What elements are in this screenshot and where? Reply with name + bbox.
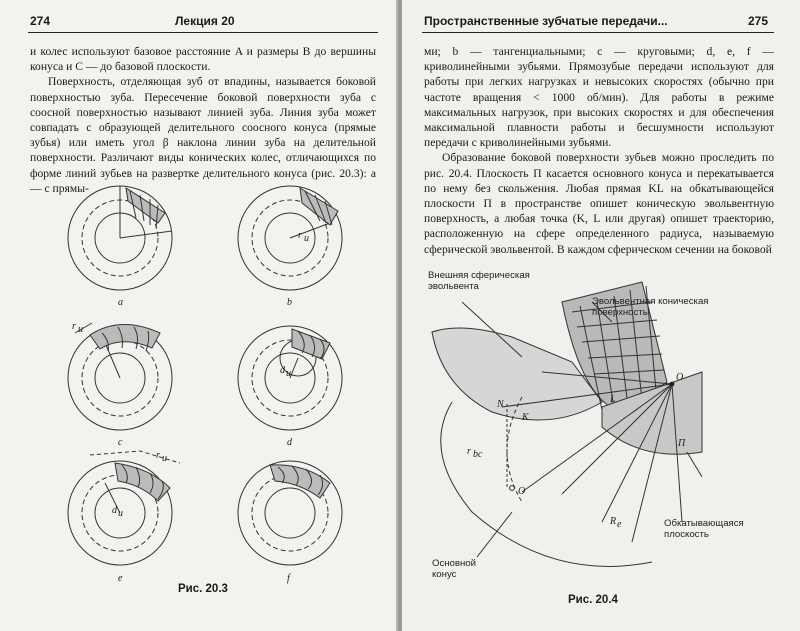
panel-b-diagram	[238, 186, 342, 290]
panel-a-diagram	[68, 186, 172, 290]
paragraph: и колес используют базовое расстояние A и размеры B до вершины конуса и C — до базовой плоскости.	[30, 45, 376, 74]
paragraph: Образование боковой поверхности зубьев можно проследить по рис. 20.4. Плоскость П касается основного конуса и перекатывается по нему без скольжения. Любая прямая KL на обкатывающейся плоскости П в пространстве опишет коническую эвольвентную поверхность, а любая точка (K, L или другая) опишет траекторию, расположенную на сфере определенного радиуса, называемую сферической эвольвентой. В каждом сферическом сечении на боковой	[424, 151, 774, 256]
callout-base-cone: Основной конус	[432, 558, 476, 580]
point-n-label: N	[497, 399, 504, 410]
radius-rb-sub: bc	[473, 449, 483, 460]
panel-f-label: f	[287, 573, 290, 584]
panel-e-diameter-sub: и	[118, 508, 123, 519]
panel-f-diagram	[238, 461, 342, 565]
point-l-label: L	[610, 394, 616, 405]
panel-b-radius-label: r	[298, 230, 302, 241]
callout-outer-involute: Внешняя сферическая эвольвента	[428, 270, 530, 292]
panel-a-label: a	[118, 297, 123, 308]
point-o-mid-marker	[510, 486, 515, 491]
callout-rolling-plane: Обкатывающаяся плоскость	[664, 518, 744, 540]
panel-b-radius-sub: и	[304, 233, 309, 244]
panel-e-diameter-label: d	[112, 505, 117, 516]
panel-e-radius-sub: и	[162, 453, 167, 464]
header-rule	[422, 32, 774, 33]
right-body-text	[424, 44, 774, 257]
figure-20-3	[30, 183, 375, 603]
panel-d-diameter-label: d	[280, 365, 285, 376]
left-body-text	[30, 44, 376, 196]
figure-caption-20-3: Рис. 20.3	[178, 583, 228, 595]
radius-re-label: R	[610, 516, 617, 527]
page-number-left: 274	[30, 14, 51, 28]
radius-rb-label: r	[467, 446, 471, 457]
panel-c-label: c	[118, 437, 123, 448]
panel-d-diameter-sub: и	[286, 368, 291, 379]
running-header-left: Лекция 20	[175, 14, 235, 28]
point-o-top-marker	[670, 382, 675, 387]
point-o-mid-label: O	[518, 486, 526, 497]
plane-pi-label: П	[678, 438, 686, 449]
panel-e-diagram	[68, 451, 180, 565]
panel-b-label: b	[287, 297, 292, 308]
panel-e-label: e	[118, 573, 123, 584]
running-header-right: Пространственные зубчатые передачи...	[424, 14, 668, 28]
panel-e-radius-label: r	[156, 450, 160, 461]
point-o-top-label: O	[676, 372, 684, 383]
point-k-label: K	[522, 412, 529, 423]
panel-d-label: d	[287, 437, 292, 448]
panel-c-diagram	[68, 323, 172, 430]
right-page	[402, 0, 800, 631]
callout-involute-surface: Эвольвентная коническая поверхность	[592, 296, 709, 318]
paragraph: Поверхность, отделяющая зуб от впадины, называется боковой поверхностью зуба. Пересечение боковой поверхности зуба с соосной поверхностью называют линией зуба. Линия зуба может совпадать с образующей делительного соосного конуса (прямые зубья) или иметь угол β наклона линии зуба на делительной поверхности. Различают виды конических колес, отличающихся по форме линий зубьев на развертке делительного конуса (рис. 20.3): a — с прямы-	[30, 75, 376, 195]
left-page	[0, 0, 398, 631]
page-number-right: 275	[748, 14, 769, 28]
figure-caption-20-4: Рис. 20.4	[568, 594, 618, 606]
header-rule	[28, 32, 378, 33]
radius-re-sub: e	[617, 519, 622, 530]
panel-c-radius-sub: и	[78, 324, 83, 335]
panel-c-radius-label: r	[72, 321, 76, 332]
paragraph: ми; b — тангенциальными; c — круговыми; d, e, f — криволинейными зубьями. Прямозубые передачи используют для работы при легких нагрузках и невысоких скоростях (обычно при частоте вращения < 1000 об/мин). Для работы в режиме максимальных нагрузок, при высоких скоростях и для обеспечения максимальной плавности работы и бесшумности используют передачи с криволинейными зубьями.	[424, 45, 774, 150]
